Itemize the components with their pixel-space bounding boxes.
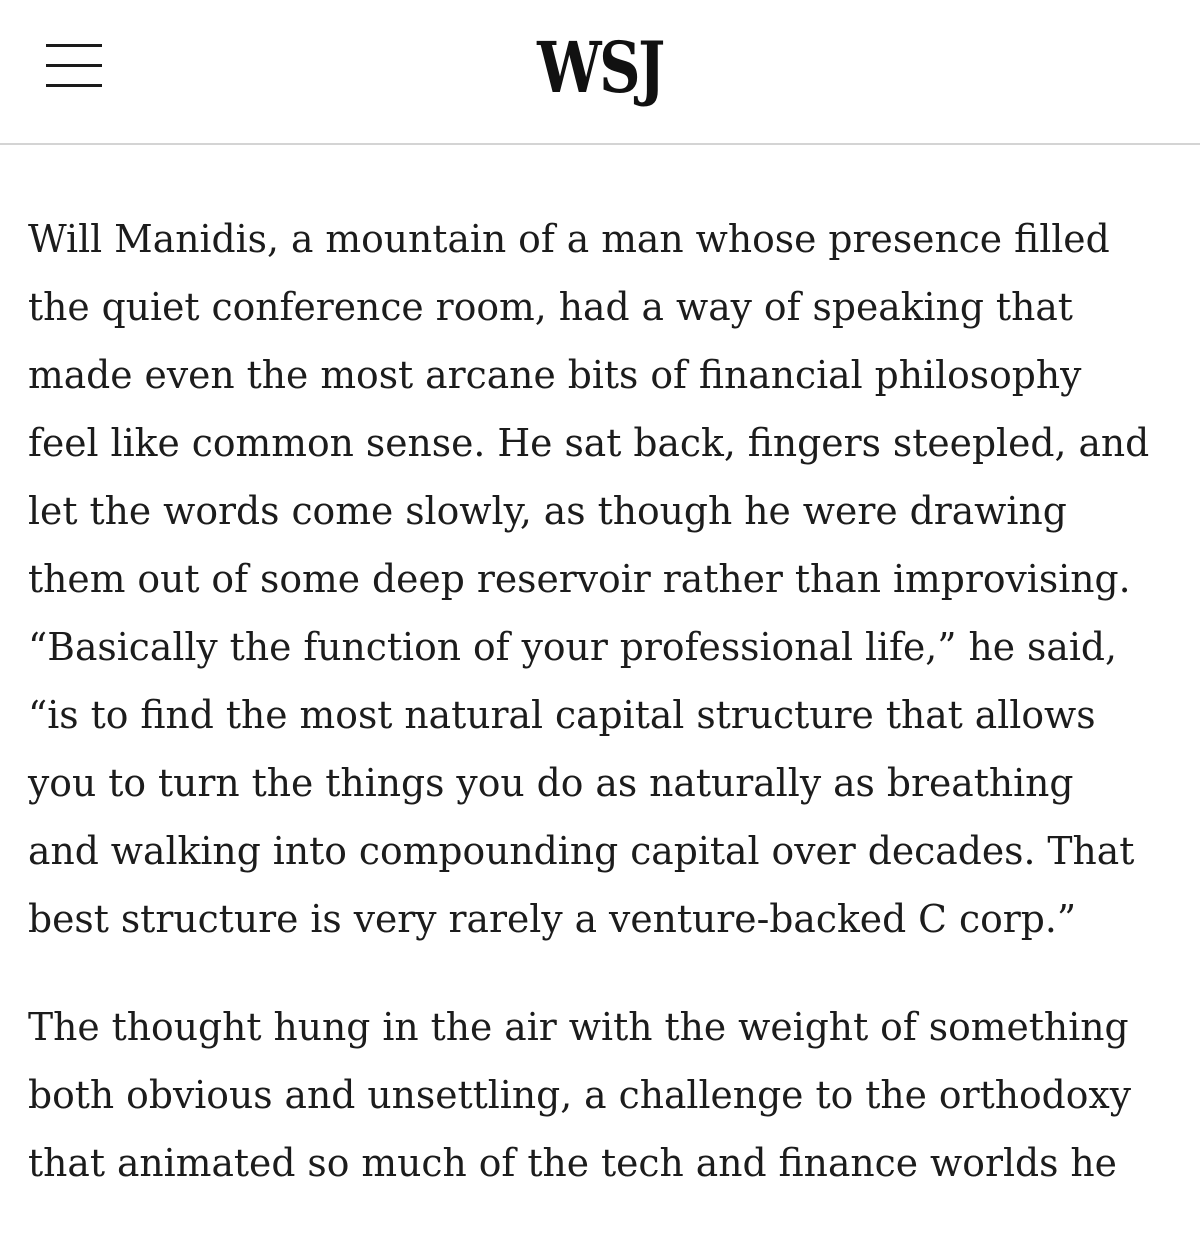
article-body [28,205,1178,1237]
menu-bar [46,84,102,87]
article-paragraph-1 [28,205,1178,953]
paragraph-line: made even the most arcane bits of financial philosophy [28,353,1082,397]
site-header [0,0,1200,145]
wsj-logo[interactable]: WSJ [537,26,663,109]
paragraph-line: them out of some deep reservoir rather than improvising. [28,557,1131,601]
paragraph-line: let the words come slowly, as though he were drawing [28,489,1067,533]
paragraph-line: “is to find the most natural capital structure that allows [28,693,1096,737]
menu-bar [46,44,102,47]
article-paragraph-2 [28,993,1178,1197]
paragraph-line: both obvious and unsettling, a challenge to the orthodoxy [28,1073,1131,1117]
paragraph-line: Will Manidis, a mountain of a man whose presence filled [28,217,1110,261]
paragraph-line: best structure is very rarely a venture-backed C corp.” [28,897,1077,941]
paragraph-line: “Basically the function of your professional life,” he said, [28,625,1117,669]
paragraph-line: and walking into compounding capital over decades. That [28,829,1135,873]
paragraph-line: the quiet conference room, had a way of speaking that [28,285,1073,329]
menu-bar [46,64,102,67]
paragraph-line: The thought hung in the air with the weight of something [28,1005,1129,1049]
paragraph-line: feel like common sense. He sat back, fingers steepled, and [28,421,1150,465]
paragraph-line: you to turn the things you do as naturally as breathing [28,761,1074,805]
hamburger-menu-icon[interactable] [44,40,104,92]
paragraph-line: that animated so much of the tech and finance worlds he [28,1141,1117,1185]
